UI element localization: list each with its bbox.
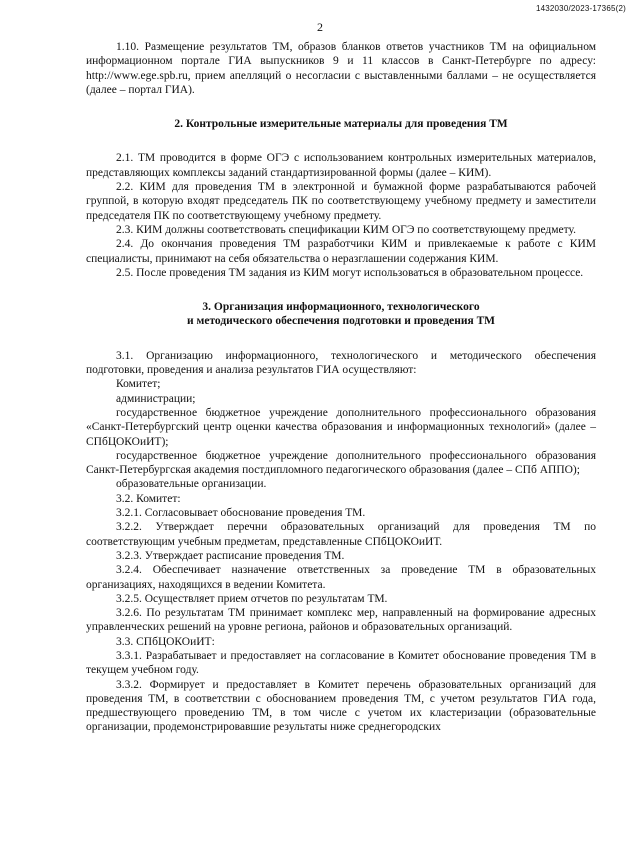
paragraph-3-1: 3.1. Организацию информационного, технологического и методического обеспечения подготовки, проведения и анализа результатов ГИА осуществляют: bbox=[86, 349, 596, 377]
list-item-spb-appo: государственное бюджетное учреждение дополнительного профессионального образования Санкт-Петербургская академия постдипломного педагогического образования (далее – СПб АППО); bbox=[86, 449, 596, 477]
section-3-heading-line-2: и методического обеспечения подготовки и проведения ТМ bbox=[187, 315, 495, 328]
paragraph-3-3: 3.3. СПбЦОКОиИТ: bbox=[116, 635, 215, 648]
list-item-spbcokoiit: государственное бюджетное учреждение дополнительного профессионального образования «Санкт-Петербургский центр оценки качества образования и информационных технологий» (далее – СПбЦОКОиИТ); bbox=[86, 406, 596, 448]
section-2-heading: 2. Контрольные измерительные материалы для проведения ТМ bbox=[174, 118, 508, 131]
paragraph-3-3-1: 3.3.1. Разрабатывает и предоставляет на согласование в Комитет обоснование проведения ТМ в текущем учебном году. bbox=[86, 649, 596, 677]
paragraph-2-1: 2.1. ТМ проводится в форме ОГЭ с использованием контрольных измерительных материалов, представляющих комплексы заданий стандартизированной формы (далее – КИМ). bbox=[86, 152, 596, 179]
paragraph-3-2-3: 3.2.3. Утверждает расписание проведения ТМ. bbox=[116, 549, 345, 562]
paragraph-2-4: 2.4. До окончания проведения ТМ разработчики КИМ и привлекаемые к работе с КИМ специалисты, принимают на себя обязательства о неразглашении содержания КИМ. bbox=[86, 238, 596, 265]
paragraph-2-3: 2.3. КИМ должны соответствовать спецификации КИМ ОГЭ по соответствующему предмету. bbox=[116, 223, 576, 236]
paragraph-3-2-5: 3.2.5. Осуществляет прием отчетов по результатам ТМ. bbox=[116, 592, 388, 605]
list-item-administrations: администрации; bbox=[116, 392, 196, 405]
paragraph-2-2: 2.2. КИМ для проведения ТМ в электронной и бумажной форме разрабатываются рабочей группой, в которую входят председатель ПК по соответствующему учебному предмету и заместители председателя ПК по соответствующему учебному предмету. bbox=[86, 181, 596, 222]
list-item-committee: Комитет; bbox=[116, 378, 161, 391]
paragraph-1-10: 1.10. Размещение результатов ТМ, образов бланков ответов участников ТМ на официальном информационном портале ГИА выпускников 9 и 11 классов в Санкт-Петербурге по адресу: http://www.ege.spb.ru, прием апелляций о несогласии с выставленными баллами – не осуществляется (далее – портал ГИА). bbox=[86, 41, 596, 96]
paragraph-3-2-1: 3.2.1. Согласовывает обоснование проведения ТМ. bbox=[116, 507, 366, 520]
document-body bbox=[86, 40, 596, 735]
paragraph-3-2-2: 3.2.2. Утверждает перечни образовательных организаций для проведения ТМ по соответствующим учебным предметам, представленные СПбЦОКОиИТ. bbox=[86, 521, 596, 548]
page-number: 2 bbox=[317, 20, 323, 34]
paragraph-3-2: 3.2. Комитет: bbox=[116, 492, 181, 505]
list-item-educational-orgs: образовательные организации. bbox=[116, 478, 267, 491]
paragraph-3-3-2: 3.3.2. Формирует и предоставляет в Комитет перечень образовательных организаций для проведения ТМ, в соответствии с обоснованием проведения ТМ, с учетом результатов ГИА года, предшествующего проведению ТМ, в том числе с учетом их кластеризации (образовательные организации, продемонстрировавшие результаты ниже среднегородских bbox=[86, 678, 596, 734]
paragraph-3-2-6: 3.2.6. По результатам ТМ принимает комплекс мер, направленный на формирование адресных управленческих решений на уровне региона, районов и образовательных организаций. bbox=[86, 607, 596, 634]
paragraph-3-2-4: 3.2.4. Обеспечивает назначение ответственных за проведение ТМ в образовательных организациях, находящихся в ведении Комитета. bbox=[86, 564, 596, 591]
paragraph-2-5: 2.5. После проведения ТМ задания из КИМ могут использоваться в образовательном процессе. bbox=[116, 266, 584, 279]
document-number: 1432030/2023-17365(2) bbox=[535, 4, 626, 13]
section-3-heading-line-1: 3. Организация информационного, технологического bbox=[202, 301, 480, 314]
